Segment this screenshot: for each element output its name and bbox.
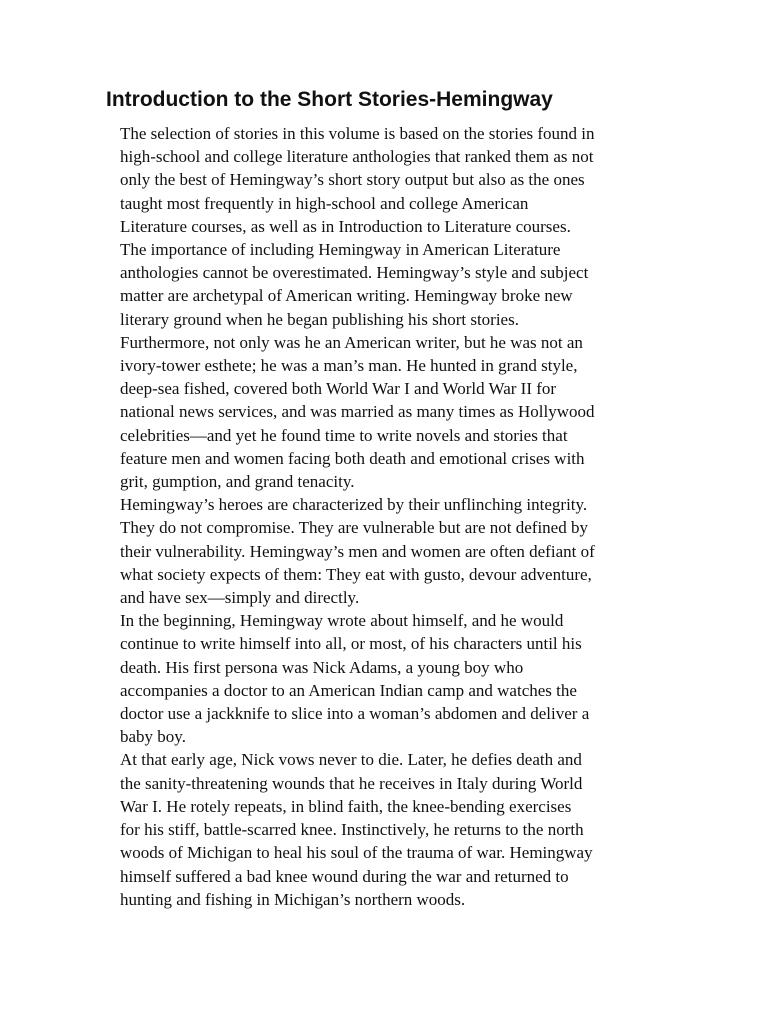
text-line: literary ground when he began publishing his short stories.: [120, 309, 519, 329]
text-line: taught most frequently in high-school and college American: [120, 193, 529, 213]
page-title: Introduction to the Short Stories-Hemingway: [106, 88, 553, 111]
text-line: death. His first persona was Nick Adams, a young boy who: [120, 657, 524, 677]
text-line: In the beginning, Hemingway wrote about himself, and he would: [120, 611, 564, 631]
text-line: only the best of Hemingway’s short story output but also as the ones: [120, 170, 585, 190]
text-line: matter are archetypal of American writing. Hemingway broke new: [120, 286, 573, 306]
text-line: high-school and college literature anthologies that ranked them as not: [120, 147, 594, 167]
text-line: At that early age, Nick vows never to die. Later, he defies death and: [120, 750, 582, 770]
text-line: Literature courses, as well as in Introduction to Literature courses.: [120, 216, 571, 236]
text-line: their vulnerability. Hemingway’s men and women are often defiant of: [120, 541, 595, 561]
text-line: hunting and fishing in Michigan’s northern woods.: [120, 889, 466, 909]
text-line: woods of Michigan to heal his soul of the trauma of war. Hemingway: [120, 843, 593, 863]
text-line: The selection of stories in this volume is based on the stories found in: [120, 124, 595, 143]
text-line: doctor use a jackknife to slice into a woman’s abdomen and deliver a: [120, 704, 590, 724]
text-line: baby boy.: [120, 727, 186, 747]
text-line: celebrities—and yet he found time to write novels and stories that: [120, 425, 568, 445]
text-line: national news services, and was married as many times as Hollywood: [120, 402, 595, 422]
text-line: for his stiff, battle-scarred knee. Instinctively, he returns to the north: [120, 820, 584, 840]
text-line: feature men and women facing both death and emotional crises with: [120, 448, 585, 468]
text-line: himself suffered a bad knee wound during the war and returned to: [120, 866, 569, 886]
text-line: the sanity-threatening wounds that he receives in Italy during World: [120, 773, 583, 793]
text-line: continue to write himself into all, or most, of his characters until his: [120, 634, 582, 654]
text-line: and have sex—simply and directly.: [120, 588, 360, 608]
text-line: what society expects of them: They eat with gusto, devour adventure,: [120, 564, 592, 584]
text-line: Hemingway’s heroes are characterized by their unflinching integrity.: [120, 495, 588, 515]
text-line: The importance of including Hemingway in American Literature: [120, 240, 561, 260]
text-line: anthologies cannot be overestimated. Hemingway’s style and subject: [120, 263, 589, 283]
body-text: [120, 122, 680, 911]
text-line: deep-sea fished, covered both World War I and World War II for: [120, 379, 557, 399]
text-line: accompanies a doctor to an American Indian camp and watches the: [120, 680, 577, 700]
text-line: grit, gumption, and grand tenacity.: [120, 472, 355, 492]
text-line: They do not compromise. They are vulnerable but are not defined by: [120, 518, 588, 538]
text-line: War I. He rotely repeats, in blind faith, the knee-bending exercises: [120, 796, 572, 816]
text-line: ivory-tower esthete; he was a man’s man. He hunted in grand style,: [120, 356, 578, 376]
text-line: Furthermore, not only was he an American writer, but he was not an: [120, 332, 583, 352]
